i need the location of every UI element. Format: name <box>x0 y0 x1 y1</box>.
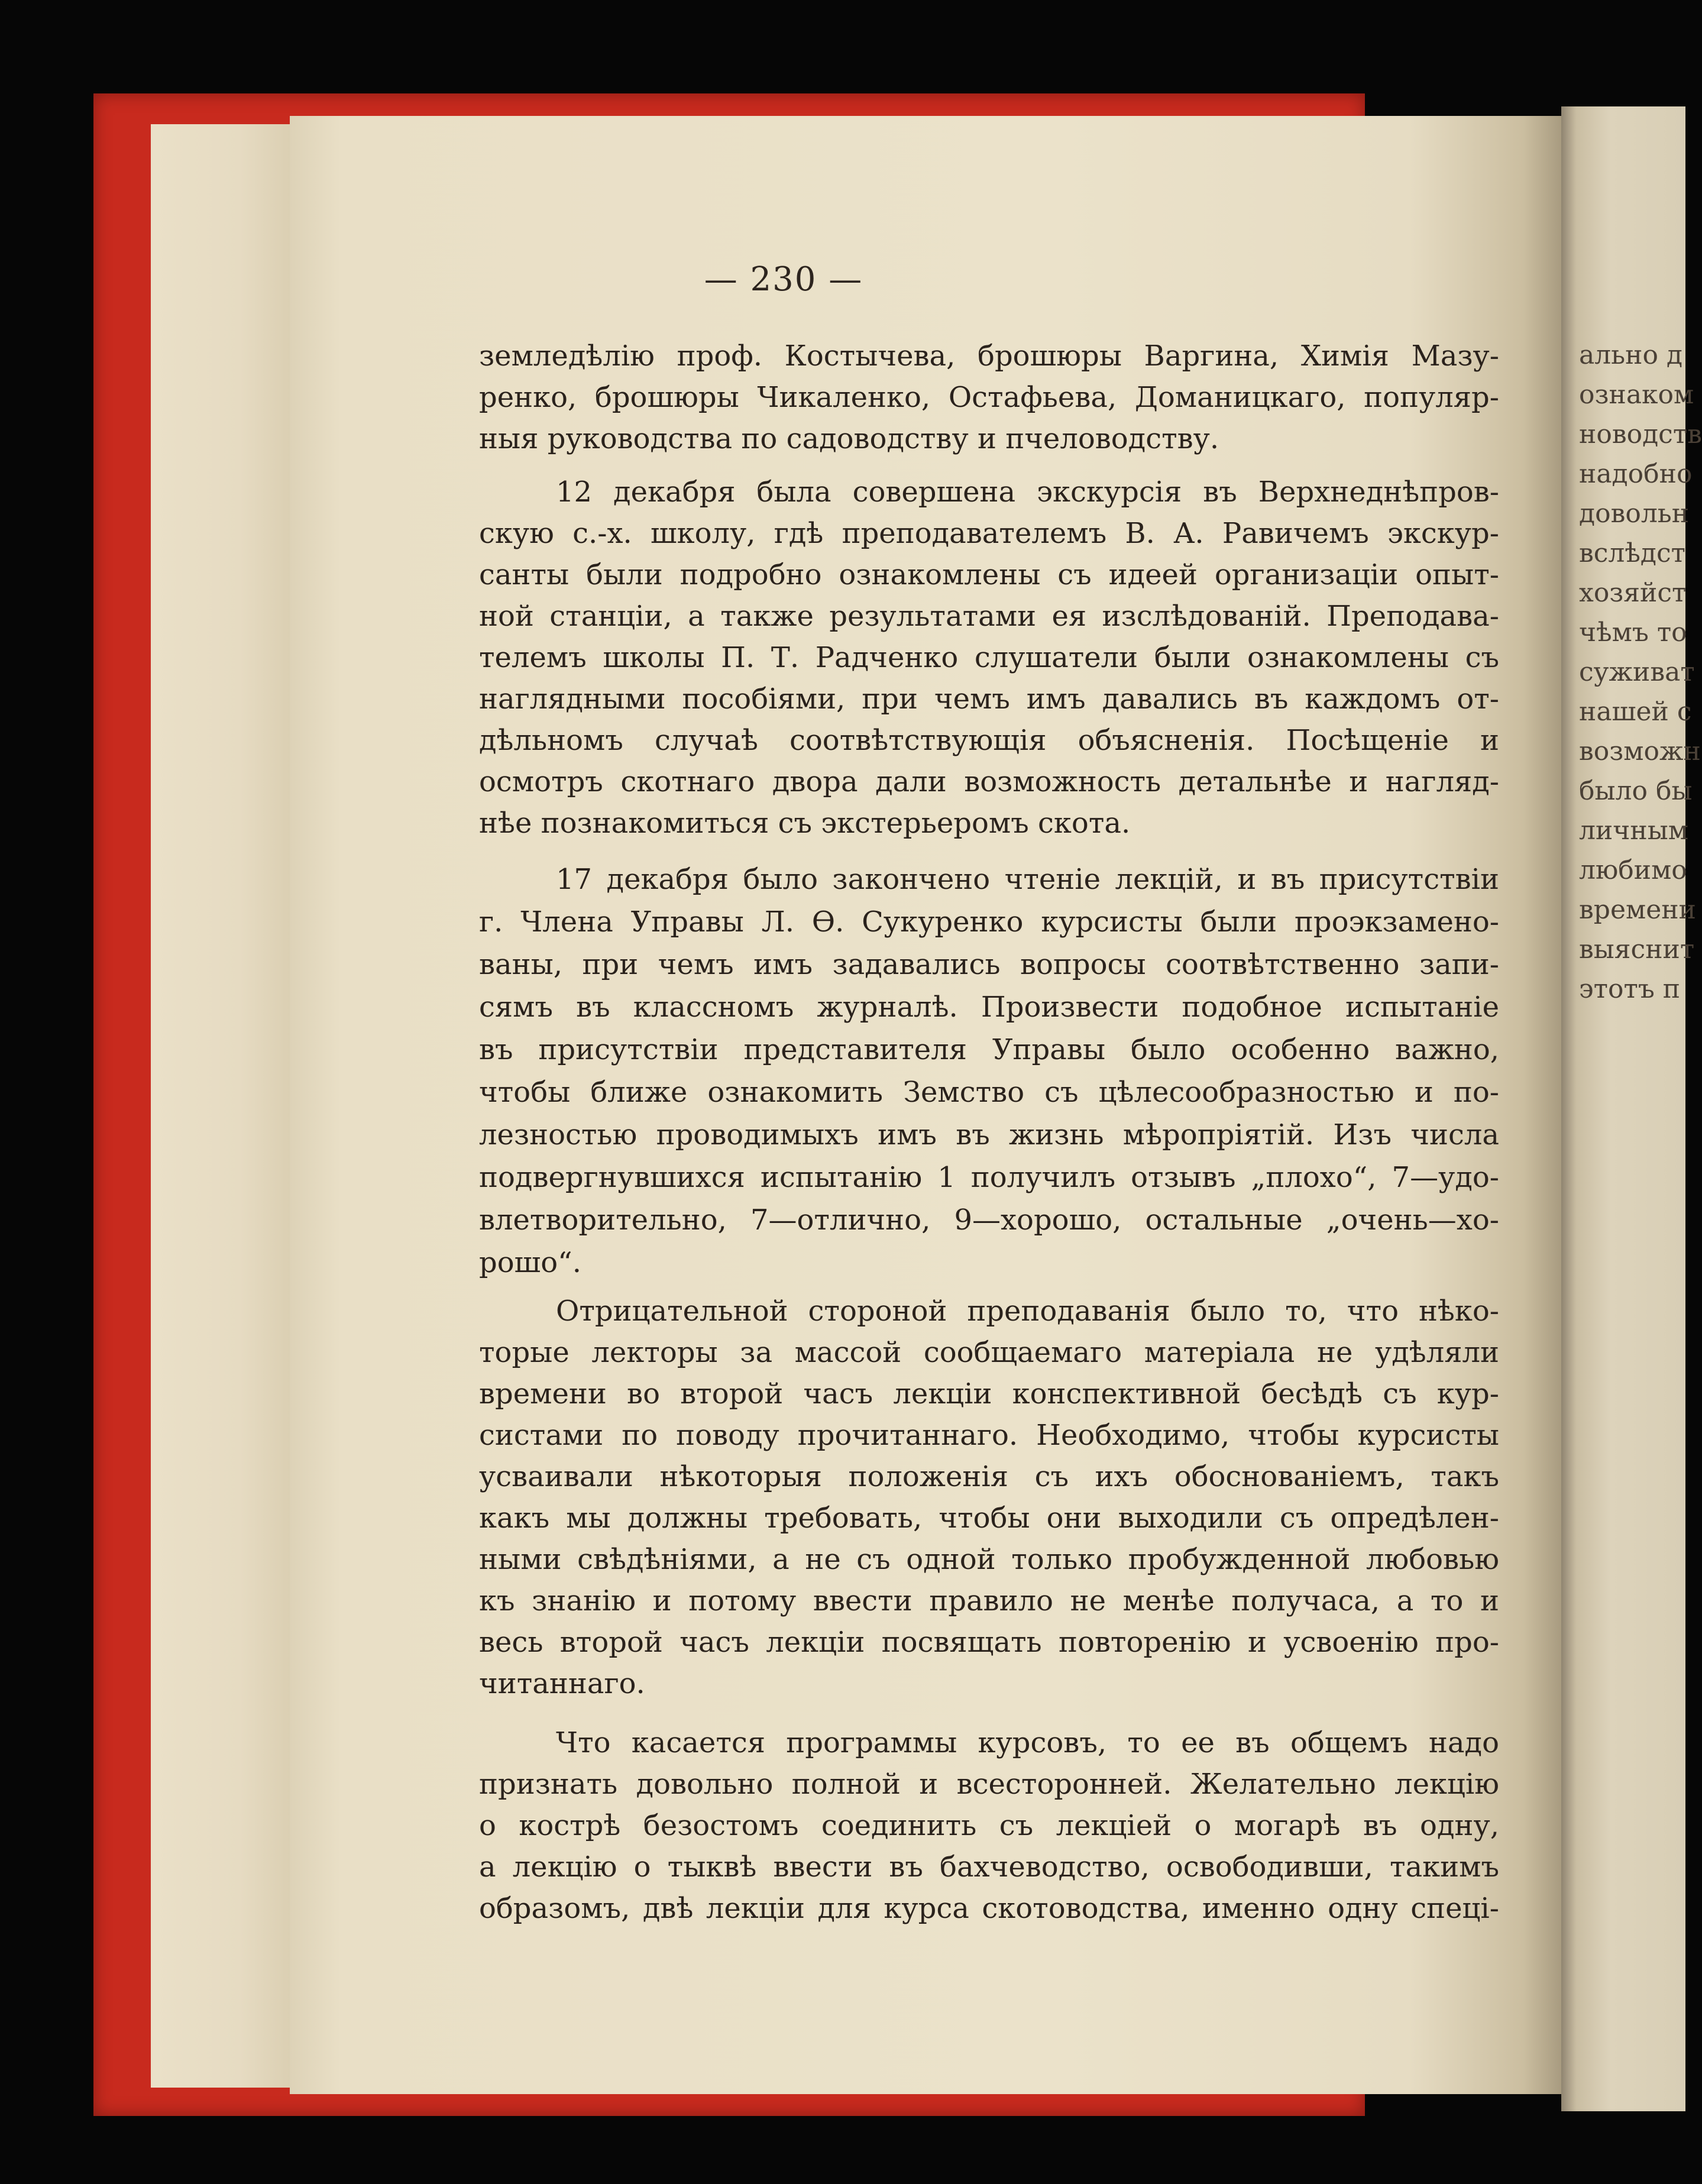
text-line: г. Члена Управы Л. Ѳ. Сукуренко курсисты были проэкзамено- <box>479 905 1499 939</box>
text-line: ныя руководства по садоводству и пчеловодству. <box>479 422 1219 455</box>
facing-line: было бы <box>1579 776 1693 806</box>
text-line: телемъ школы П. Т. Радченко слушатели были ознакомлены съ <box>479 641 1499 674</box>
text-line: земледѣлію проф. Костычева, брошюры Варгина, Химія Мазу- <box>479 339 1499 373</box>
text-line: подвергнувшихся испытанію 1 получилъ отзывъ „плохо“, 7—удо- <box>479 1161 1499 1194</box>
paragraph-first-line: Что касается программы курсовъ, то ее въ общемъ надо <box>556 1726 1499 1759</box>
text-line: дѣльномъ случаѣ соотвѣтствующія объясненія. Посѣщеніе и <box>479 724 1499 757</box>
paragraph-first-line: 12 декабря была совершена экскурсія въ Верхнеднѣпров- <box>556 475 1499 509</box>
text-line: а лекцію о тыквѣ ввести въ бахчеводство, освободивши, такимъ <box>479 1850 1499 1884</box>
facing-line: вслѣдст <box>1579 538 1685 568</box>
text-line: осмотръ скотнаго двора дали возможность детальнѣе и нагляд- <box>479 765 1499 798</box>
facing-line: суживат <box>1579 657 1695 687</box>
text-line: о кострѣ безостомъ соединить съ лекціей о могарѣ въ одну, <box>479 1809 1499 1842</box>
facing-line: новодств <box>1579 419 1702 449</box>
text-line: весь второй часъ лекціи посвящать повторенію и усвоенію про- <box>479 1626 1499 1659</box>
text-line: ренко, брошюры Чикаленко, Остафьева, Доманицкаго, популяр- <box>479 381 1499 414</box>
facing-line: любимо <box>1579 855 1687 885</box>
text-line: времени во второй часъ лекціи конспективной бесѣдѣ съ кур- <box>479 1377 1499 1410</box>
facing-line: нашей с <box>1579 697 1692 727</box>
text-line: образомъ, двѣ лекціи для курса скотоводства, именно одну спеці- <box>479 1892 1499 1925</box>
text-line: ными свѣдѣніями, а не съ одной только пробужденной любовью <box>479 1543 1499 1576</box>
facing-line: личным <box>1579 816 1688 846</box>
text-line: скую с.-х. школу, гдѣ преподавателемъ В. А. Равичемъ экскур- <box>479 517 1499 550</box>
text-line: торые лекторы за массой сообщаемаго матеріала не удѣляли <box>479 1336 1499 1369</box>
facing-line: времени <box>1579 895 1696 925</box>
inner-cover-edge <box>151 124 299 2088</box>
text-line: сямъ въ классномъ журналѣ. Произвести подобное испытаніе <box>479 991 1499 1024</box>
text-line: влетворительно, 7—отлично, 9—хорошо, остальные „очень—хо- <box>479 1203 1499 1237</box>
paragraph-first-line: 17 декабря было закончено чтеніе лекцій, и въ присутствіи <box>556 863 1499 896</box>
facing-line: хозяйст <box>1579 578 1687 608</box>
text-line: систами по поводу прочитаннаго. Необходимо, чтобы курсисты <box>479 1419 1499 1452</box>
text-line: чтобы ближе ознакомить Земство съ цѣлесообразностью и по- <box>479 1076 1499 1109</box>
text-line: ваны, при чемъ имъ задавались вопросы соотвѣтственно запи- <box>479 948 1499 981</box>
facing-line: этотъ п <box>1579 974 1681 1004</box>
facing-line: надобно <box>1579 459 1693 489</box>
text-line: усваивали нѣкоторыя положенія съ ихъ обоснованіемъ, такъ <box>479 1460 1499 1493</box>
text-line: нѣе познакомиться съ экстерьеромъ скота. <box>479 807 1131 840</box>
text-line: къ знанію и потому ввести правило не менѣе получаса, а то и <box>479 1584 1499 1617</box>
text-line: рошо“. <box>479 1246 581 1279</box>
text-line: читаннаго. <box>479 1667 645 1700</box>
text-line: лезностью проводимыхъ имъ въ жизнь мѣропріятій. Изъ числа <box>479 1118 1499 1151</box>
facing-line: довольн <box>1579 499 1690 529</box>
facing-line: ально д <box>1579 340 1683 370</box>
facing-line: возможн <box>1579 736 1701 766</box>
facing-line: выяснит <box>1579 934 1695 965</box>
facing-page <box>1561 106 1702 2111</box>
text-line: ной станціи, а также результатами ея изслѣдованій. Преподава- <box>479 600 1499 633</box>
paragraph-first-line: Отрицательной стороной преподаванія было то, что нѣко- <box>556 1295 1499 1328</box>
text-line: санты были подробно ознакомлены съ идеей организаціи опыт- <box>479 558 1499 591</box>
facing-line: ознаком <box>1579 380 1694 410</box>
text-line: наглядными пособіями, при чемъ имъ давались въ каждомъ от- <box>479 682 1499 716</box>
text-line: признать довольно полной и всесторонней. Желательно лекцію <box>479 1768 1499 1801</box>
text-line: въ присутствіи представителя Управы было особенно важно, <box>479 1033 1499 1066</box>
facing-line: чѣмъ то <box>1579 617 1687 648</box>
text-line: какъ мы должны требовать, чтобы они выходили съ опредѣлен- <box>479 1502 1499 1535</box>
page-number: — 230 — <box>704 260 863 299</box>
